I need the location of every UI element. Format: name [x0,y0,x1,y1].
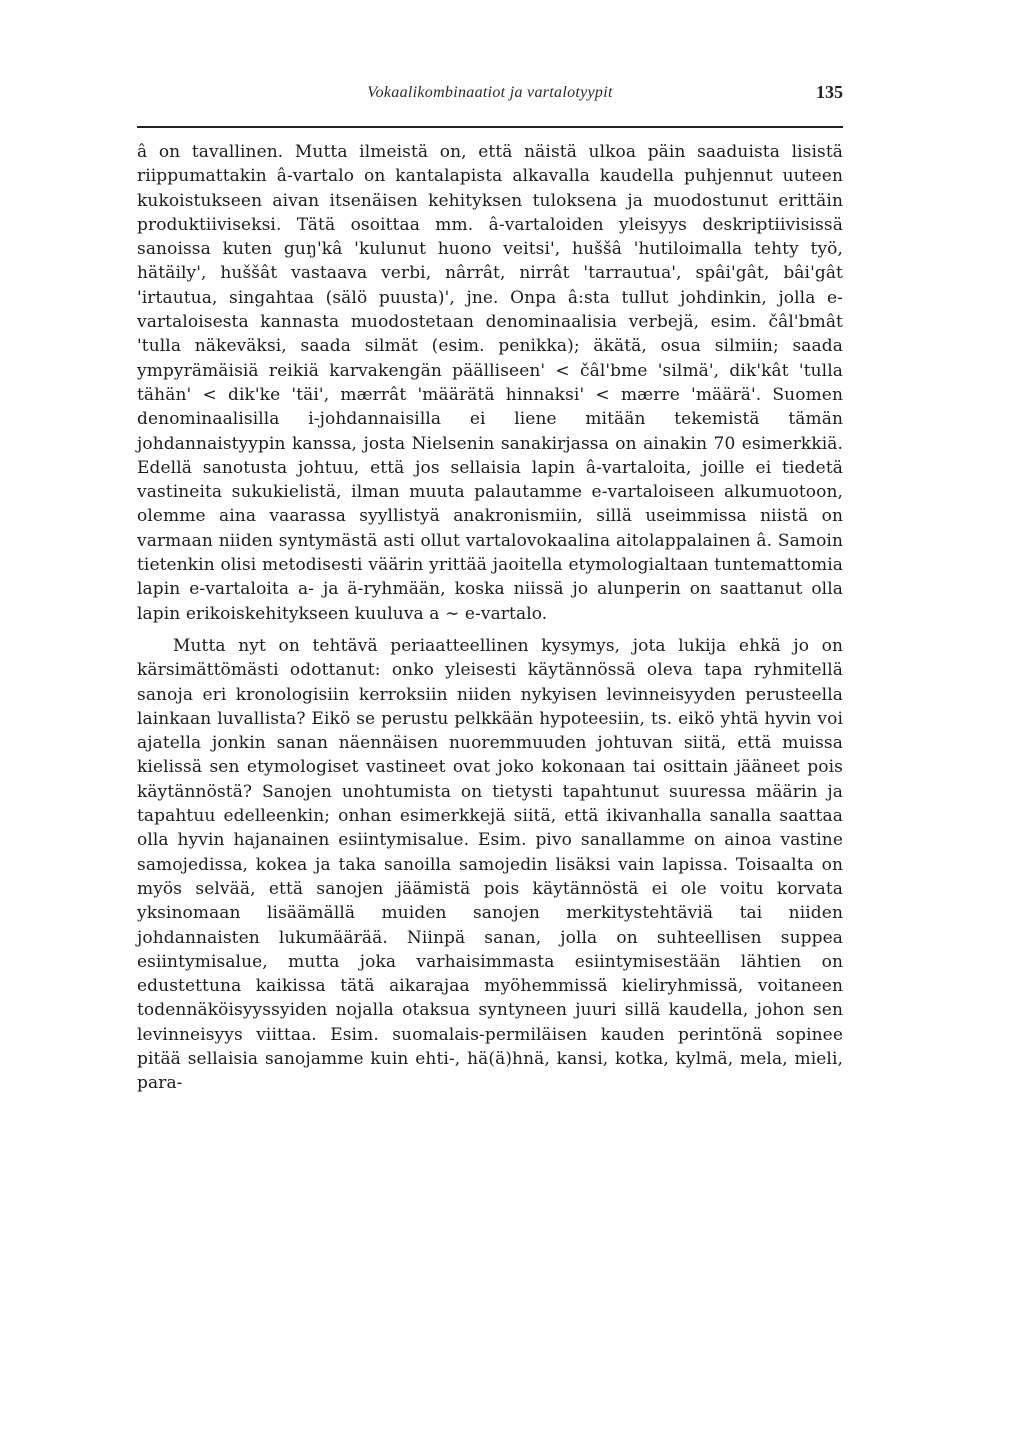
page-number: 135 [816,82,843,102]
paragraph-1: â on tavallinen. Mutta ilmeistä on, että näistä ulkoa päin saaduista lisistä riippumattakin â-vartalo on kantalapista alkavalla kaudella puhjennut uuteen kukoistukseen aivan itsenäisen kehityksen tuloksena ja muodostunut erittäin produktiiviseksi. Tätä osoittaa mm. â-vartaloiden yleisyys deskriptiivisissä sanoissa kuten guŋ'kâ 'kulunut huono veitsi', huššâ 'hutiloimalla tehty työ, hätäily', huššât vastaava verbi, nârrât, nirrât 'tarrautua', spâi'gât, bâi'gât 'irtautua, singahtaa (sälö puusta)', jne. Onpa â:sta tullut johdinkin, jolla e-vartaloisesta kannasta muodostetaan denominaalisia verbejä, esim. čâl'bmât 'tulla näkeväksi, saada silmät (esim. penikka); äkätä, osua silmiin; saada ympyrämäisiä reikiä karvakengän päälliseen' < čâl'bme 'silmä', dik'kât 'tulla tähän' < dik'ke 'täi', mærrât 'määrätä hinnaksi' < mærre 'määrä'. Suomen denominaalisilla i-johdannaisilla ei liene mitään tekemistä tämän johdannaistyypin kanssa, josta Nielsenin sanakirjassa on ainakin 70 esimerkkiä. Edellä sanotusta johtuu, että jos sellaisia lapin â-vartaloita, joille ei tiedetä vastineita sukukielistä, ilman muuta palautamme e-vartaloiseen alkumuotoon, olemme aina vaarassa syyllistyä anakronismiin, sillä useimmissa niistä on varmaan niiden syntymästä asti ollut vartalovokaalina aitolappalainen â. Samoin tietenkin olisi metodisesti väärin yrittää jaoitella etymologialtaan tuntemattomia lapin e-vartaloita a- ja ä-ryhmään, koska niissä jo alunperin on saattanut olla lapin erikoiskehitykseen kuuluva a ∼ e-vartalo. [137,142,843,624]
running-title: Vokaalikombinaatiot ja vartalotyypit [367,84,613,101]
header-rule [137,126,843,128]
page-body [137,140,843,1096]
page-header [137,82,843,118]
paragraph-2: Mutta nyt on tehtävä periaatteellinen kysymys, jota lukija ehkä jo on kärsimättömästi odottanut: onko yleisesti käytännössä oleva tapa ryhmitellä sanoja eri kronologisiin kerroksiin niiden nykyisen levinneisyyden perusteella lainkaan luvallista? Eikö se perustu pelkkään hypoteesiin, ts. eikö yhtä hyvin voi ajatella jonkin sanan näennäisen nuoremmuuden johtuvan siitä, että muissa kielissä sen etymologiset vastineet ovat joko kokonaan tai osittain jääneet pois käytännöstä? Sanojen unohtumista on tietysti tapahtunut suuressa määrin ja tapahtuu edelleenkin; onhan esimerkkejä siitä, että ikivanhalla sanalla saattaa olla hyvin hajanainen esiintymisalue. Esim. pivo sanallamme on ainoa vastine samojedissa, kokea ja taka sanoilla samojedin lisäksi vain lapissa. Toisaalta on myös selvää, että sanojen jäämistä pois käytännöstä ei ole voitu korvata yksinomaan lisäämällä muiden sanojen merkitystehtäviä tai niiden johdannaisten lukumäärää. Niinpä sanan, jolla on suhteellisen suppea esiintymisalue, mutta joka varhaisimmasta esiintymisestään lähtien on edustettuna kaikissa tätä aikarajaa myöhemmissä kieliryhmissä, voitaneen todennäköisyyssyiden nojalla otaksua syntyneen juuri sillä kaudella, johon sen levinneisyys viittaa. Esim. suomalais-permiläisen kauden perintönä sopinee pitää sellaisia sanojamme kuin ehti-, hä(ä)hnä, kansi, kotka, kylmä, mela, mieli, para- [137,635,843,1094]
